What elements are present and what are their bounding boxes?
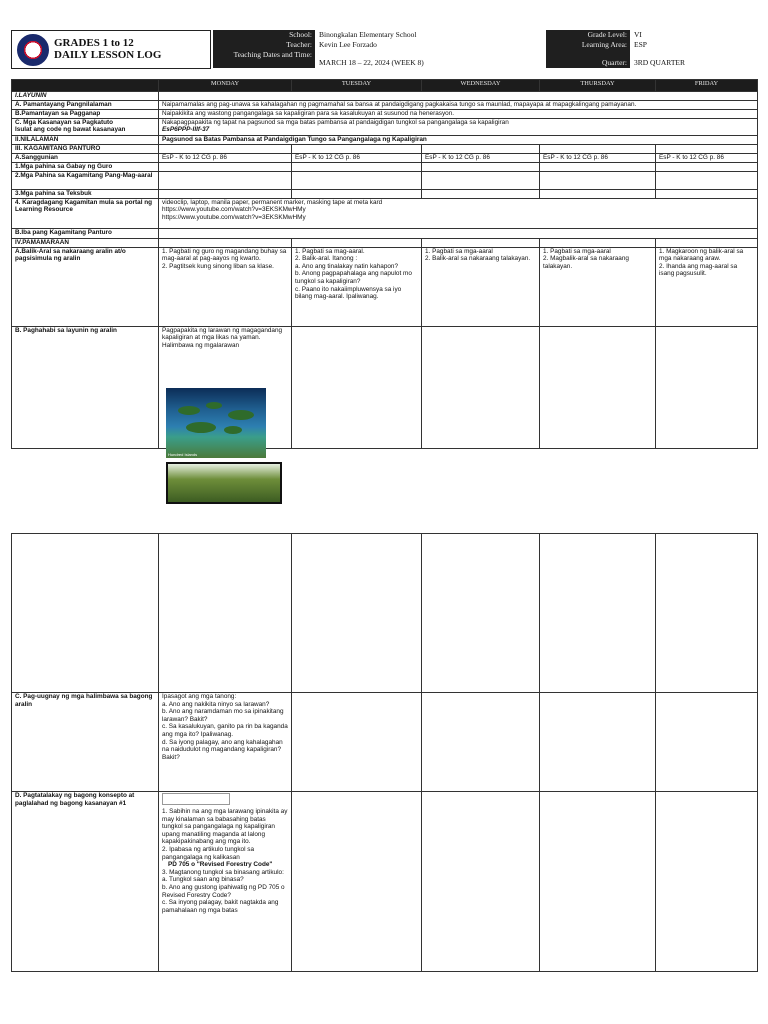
label-kagamitang-pang-mag-aaral: 2.Mga Pahina sa Kagamitang Pang-Mag-aaral [12,171,159,189]
label-karagdagang-kagamitan: 4. Karagdagang Kagamitan mula sa portal ng Learning Resource [12,198,159,228]
section-kagamitan: III. KAGAMITANG PANTURO [12,144,159,153]
header-logo-box [11,30,211,69]
school-label: School: [213,30,315,40]
dates-value: MARCH 18 – 22, 2024 (WEEK 8) [319,58,424,67]
sanggunian-thursday: EsP - K to 12 CG p. 86 [540,153,656,162]
label-gabay-guro: 1.Mga pahina sa Gabay ng Guro [12,162,159,171]
sanggunian-tuesday: EsP - K to 12 CG p. 86 [292,153,422,162]
dates-label: Teaching Dates and Time: [213,50,315,68]
label-iba-pang-kagamitan: B.Iba pang Kagamitang Panturo [12,228,159,238]
grade-value: VI [634,30,642,39]
lesson-log-table-page1 [11,79,758,449]
balik-aral-tuesday: 1. Pagbati sa mag-aaral. 2. Balik-aral. Itanong : a. Ano ang tinalakay natin kahapon? b. Anong pagpapahalaga ang napulot mo tungkol sa kapaligiran? c. Paano ito nakaiimpluwensya sa iyo bilang mag-aaral. Ipaliwanag. [292,247,422,326]
text-karagdagang-kagamitan: videoclip, laptop, manila paper, permanent marker, masking tape at meta kard https://www.youtube.com/watch?v=3EKSKMwHMy https://www.youtube.com/watch?v=3EKSKMwHMy [159,198,758,228]
deped-seal-icon [17,34,49,66]
pagtatalakay-monday-part1: 1. Sabihin na ang mga larawang ipinakita ay may kinalaman sa babasahing batas tungkol sa pangangalaga ng kapaligiran upang manatiling maganda at lalong kapakipakinabang ang mga ito. 2. Ipabasa ng artikulo tungkol sa pangangalaga ng kalikasan [162,808,288,861]
label-teksbuk: 3.Mga pahina sa Teksbuk [12,189,159,198]
pagtatalakay-monday-part3: 3. Magtanong tungkol sa binasang artikulo: a. Tungkol saan ang binasa? b. Ano ang gustong ipahiwatig ng PD 705 o Revised Forestry Code? c. Sa inyong palagay, bakit nagtakda ang pamahalaan ng mga batas [162,868,285,914]
label-pamantayan-pagganap: B.Pamantayan sa Pagganap [12,109,159,118]
pag-uugnay-monday: Ipasagot ang mga tanong: a. Ano ang nakikita ninyo sa larawan? b. Ano ang naramdaman mo sa ipinakitang larawan? Bakit? c. Sa kasalukuyan, ganito pa rin ba kaganda ang mga ito? Ipaliwanag. d. Sa iyong palagay, ano ang kahalagahan na naidudulot ng magandang kapaligiran? Bakit? [159,693,292,792]
balik-aral-wednesday: 1. Pagbati sa mga-aaral 2. Balik-aral sa nakaraang talakayan. [422,247,540,326]
school-value: Binongkalan Elementary School [319,30,417,39]
grade-label: Grade Level: [546,30,630,40]
balik-aral-monday: 1. Pagbati ng guro ng magandang buhay sa mag-aaral at pag-aayos ng kwarto. 2. Pagtitsek kung sinong liban sa klase. [159,247,292,326]
day-thursday: THURSDAY [540,80,656,92]
lesson-log-table-page2 [11,533,758,972]
area-label: Learning Area: [546,40,630,50]
label-pag-uugnay: C. Pag-uugnay ng mga halimbawa sa bagong aralin [12,693,159,792]
photo-caption: Hundred Islands [168,452,198,457]
label-sanggunian: A.Sanggunian [12,153,159,162]
sanggunian-friday: EsP - K to 12 CG p. 86 [656,153,758,162]
teacher-label: Teacher: [213,40,315,50]
label-nilalaman: II.NILALAMAN [12,135,159,144]
area-value: ESP [634,40,647,49]
text-kasanayan: Nakapagpapakita ng tapat na pagsunod sa mga batas pambansa at pandaigdigan tungkol sa pangangalaga sa kapaligiran [162,118,509,126]
day-friday: FRIDAY [656,80,758,92]
label-kasanayan: C. Mga Kasanayan sa Pagkatuto Isulat ang code ng bawat kasanayan [12,118,159,135]
hundred-islands-photo [166,388,266,458]
balik-aral-friday: 1. Magkaroon ng balik-aral sa mga nakaraang araw. 2. Ihanda ang mag-aaral sa isang pagsusulit. [656,247,758,326]
paghahabi-monday: Pagpapakita ng larawan ng magagandang kapaligiran at mga likas na yaman. Halimbawa ng mgalarawan [162,326,283,349]
kasanayan-code: EsP6PPP-IIIf-37 [162,126,210,134]
sanggunian-monday: EsP - K to 12 CG p. 86 [159,153,292,162]
pagtatalakay-monday-pd705: PD 705 o "Revised Forestry Code" [168,861,273,869]
label-pagtatalakay: D. Pagtatalakay ng bagong konsepto at paglalahad ng bagong kasanayan #1 [12,792,159,972]
section-layunin: I.LAYUNIN [12,92,159,101]
quarter-label: Quarter: [546,50,630,68]
day-header-row [12,80,758,92]
quarter-value: 3RD QUARTER [634,58,686,67]
text-cursor-box[interactable] [162,793,230,805]
label-paghahabi: B. Paghahabi sa layunin ng aralin [12,326,159,448]
label-balik-aral: A.Balik-Aral sa nakaraang aralin at/o pagsisimula ng aralin [12,247,159,326]
sanggunian-wednesday: EsP - K to 12 CG p. 86 [422,153,540,162]
text-nilalaman: Pagsunod sa Batas Pambansa at Pandaigdigan Tungo sa Pangangalaga ng Kapaligiran [159,135,758,144]
doc-title-line1: GRADES 1 to 12 [54,37,134,49]
text-pamantayang-pangnilalaman: Naipamamalas ang pag-unawa sa kahalagahan ng pagmamahal sa bansa at pandaigdigang pagkakaisa tungo sa maunlad, mapayapa at mapagkalingang pamayanan. [159,100,758,109]
teacher-value: Kevin Lee Forzado [319,40,377,49]
rice-field-photo [166,462,282,504]
day-monday: MONDAY [159,80,292,92]
balik-aral-thursday: 1. Pagbati sa mga-aaral 2. Magbalik-aral sa nakaraang talakayan. [540,247,656,326]
section-pamamaraan: IV.PAMAMARAAN [12,238,159,247]
text-pamantayan-pagganap: Naipakikita ang wastong pangangalaga sa kapaligiran para sa kasalukuyan at susunod na henerasyon. [159,109,758,118]
label-pamantayang-pangnilalaman: A. Pamantayang Pangnilalaman [12,100,159,109]
day-tuesday: TUESDAY [292,80,422,92]
day-wednesday: WEDNESDAY [422,80,540,92]
doc-title-line2: DAILY LESSON LOG [54,49,162,61]
